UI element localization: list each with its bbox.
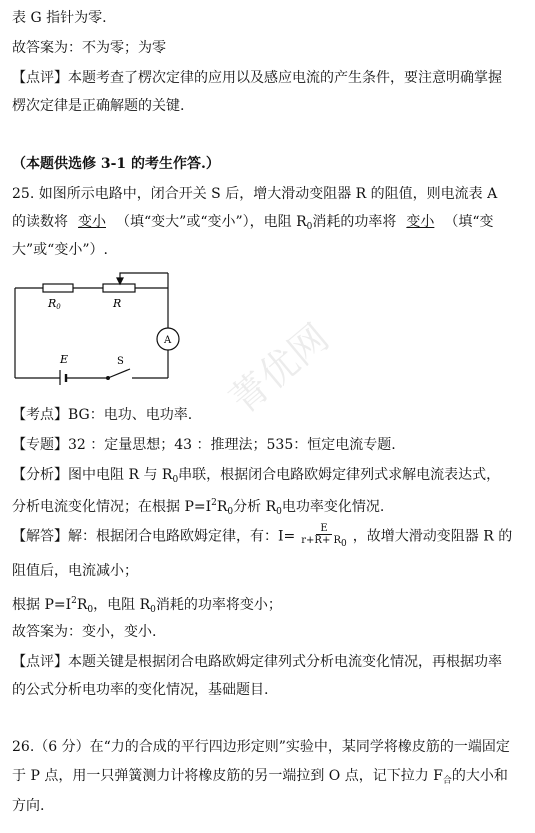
zhuanti-tag: 【专题】 xyxy=(12,437,68,453)
rheostat-r xyxy=(103,284,135,292)
q25-answer: 故答案为：变小，变小. xyxy=(12,624,157,640)
dianping-tag: 【点评】 xyxy=(12,654,68,670)
prev-comment-line-1 xyxy=(12,68,527,88)
q26-line-3: 方向. xyxy=(12,798,45,814)
jieda-text: ，故增大滑动变阻器 R 的 xyxy=(352,528,513,545)
q26-text: 的大小和 xyxy=(451,768,508,784)
fenxi-text: 分析电流变化情况；在根据 P=I xyxy=(12,499,212,515)
q26-line-2 xyxy=(12,766,527,791)
subscript: 0 xyxy=(341,539,347,549)
prev-comment-line-2: 楞次定律是正确解题的关键. xyxy=(12,98,185,114)
q25-stem-line-1: 25. 如图所示电路中，闭合开关 S 后，增大滑动变阻器 R 的阻值，则电流表 A xyxy=(12,186,498,202)
blank-answer-1: 变小 xyxy=(78,214,106,230)
fenxi-tag: 【分析】 xyxy=(12,467,68,483)
stem-text: 的读数将 xyxy=(12,214,68,230)
jieda-text: 解：根据闭合电路欧姆定律，有：I= xyxy=(68,528,296,545)
prev-answer: 故答案为：不为零；为零 xyxy=(12,40,166,56)
blank-answer-2: 变小 xyxy=(406,214,435,230)
subscript: 0 xyxy=(87,605,94,615)
jieda-line-2: 阻值后，电流减小； xyxy=(12,563,138,579)
fenxi-text: 分析 R xyxy=(233,499,277,515)
jieda-text: R xyxy=(76,597,88,613)
superscript: 2 xyxy=(211,498,217,508)
subscript: 0 xyxy=(276,507,282,517)
resistor-r0 xyxy=(43,284,73,292)
q26-line-1: 26.（6 分）在“力的合成的平行四边形定则”实验中，某同学将橡皮筋的一端固定 xyxy=(12,739,510,755)
superscript: 2 xyxy=(71,596,77,606)
stem-text: 消耗的功率将 xyxy=(312,214,397,230)
switch-icon xyxy=(108,369,130,378)
comment-text: 本题考查了楞次定律的应用以及感应电流的产生条件，要注意明确掌握 xyxy=(68,70,502,86)
jieda-tag: 【解答】 xyxy=(12,528,68,545)
comment-tag: 【点评】 xyxy=(12,70,68,86)
kaodian-line xyxy=(12,405,527,425)
jieda-line-3 xyxy=(12,591,527,620)
zhuanti-text: 32 ：定量思想；43 ：推理法；535：恒定电流专题. xyxy=(68,437,396,453)
jieda-line-1 xyxy=(12,523,527,550)
denominator-text: r+R+ R xyxy=(301,535,342,546)
kaodian-tag: 【考点】 xyxy=(12,407,68,423)
fenxi-text: 串联，根据闭合电路欧姆定律列式求解电流表达式， xyxy=(178,467,501,483)
fraction-denominator xyxy=(299,535,349,550)
dianping-text: 本题关键是根据闭合电路欧姆定律列式分析电流变化情况，再根据功率 xyxy=(68,654,502,670)
subscript: 合 xyxy=(442,776,452,786)
emf-label: E xyxy=(60,353,69,366)
fenxi-text: 电功率变化情况. xyxy=(281,499,385,515)
fenxi-text: 图中电阻 R 与 R xyxy=(68,467,173,483)
subscript: 0 xyxy=(172,475,179,485)
q26-text: 于 P 点，用一只弹簧测力计将橡皮筋的另一端拉到 O 点，记下拉力 F xyxy=(12,768,443,784)
fraction-numerator: E xyxy=(316,523,331,535)
q25-stem-line-3: 大”或“变小”）. xyxy=(12,242,108,258)
kaodian-text: BG：电功、电功率. xyxy=(68,407,193,423)
prev-line-1: 表 G 指针为零. xyxy=(12,10,107,26)
current-fraction xyxy=(299,523,349,550)
stem-text: （填“变 xyxy=(444,214,494,230)
stem-text: （填“变大”或“变小”），电阻 R xyxy=(116,214,307,230)
r0-label: R0 xyxy=(48,297,61,311)
jieda-text: 消耗的功率将变小； xyxy=(155,597,282,613)
dianping-line-2: 的公式分析电功率的变化情况，基础题目. xyxy=(12,682,269,698)
fenxi-text: R xyxy=(216,499,228,515)
jieda-text: ，电阻 R xyxy=(93,597,151,613)
watermark: 菁优网 xyxy=(221,315,338,423)
q25-stem-line-2 xyxy=(12,212,527,237)
ammeter-label: A xyxy=(164,335,172,346)
zhuanti-line xyxy=(12,435,527,455)
fenxi-line-1 xyxy=(12,465,527,490)
circuit-diagram xyxy=(10,270,185,385)
switch-label: S xyxy=(117,356,124,367)
rheostat-slider xyxy=(120,273,168,284)
section-heading: （本题供选修 3-1 的考生作答.） xyxy=(12,156,220,172)
subscript: 0 xyxy=(227,507,234,517)
r-label: R xyxy=(113,297,122,310)
fenxi-line-2 xyxy=(12,493,527,522)
subscript: 0 xyxy=(306,222,313,232)
dianping-line-1 xyxy=(12,652,527,672)
subscript: 0 xyxy=(150,605,156,615)
jieda-text: 根据 P=I xyxy=(12,597,72,613)
